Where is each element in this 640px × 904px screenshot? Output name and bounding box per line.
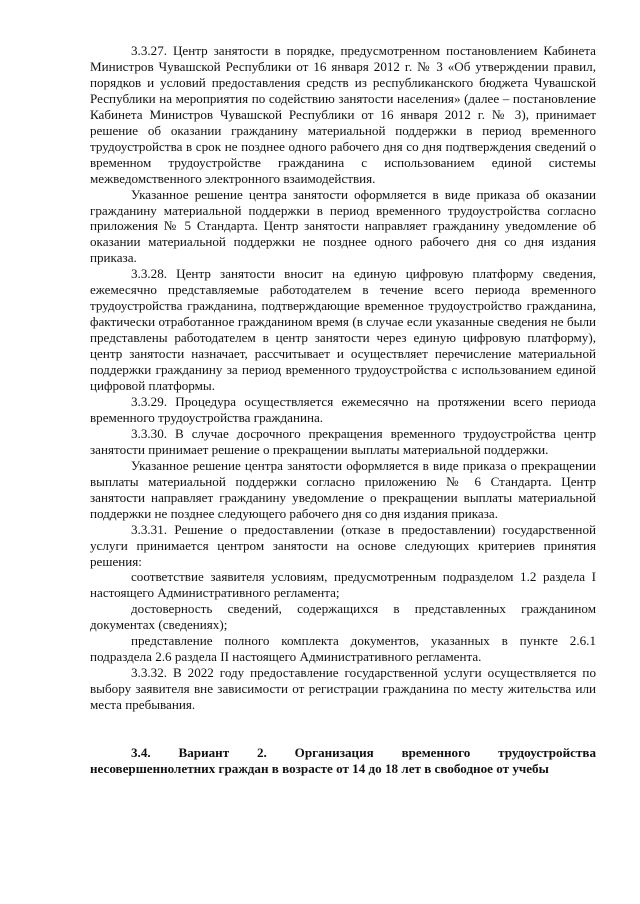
paragraph-3-3-31: 3.3.31. Решение о предоставлении (отказе в предоставлении) государственной услуги принимается центром занятости на основе следующих критериев принятия решения: xyxy=(90,521,596,569)
paragraph-3-3-32: 3.3.32. В 2022 году предоставление государственной услуги осуществляется по выбору заявителя вне зависимости от регистрации гражданина по месту жительства или места пребывания. xyxy=(90,665,596,713)
paragraph-termination-order: Указанное решение центра занятости оформляется в виде приказа о прекращении выплаты материальной поддержки согласно приложению № 6 Стандарта. Центр занятости направляет гражданину уведомление о прекращении выплаты материальной поддержки не позднее следующего рабочего дня со дня издания приказа. xyxy=(90,457,596,521)
paragraph-order-decision: Указанное решение центра занятости оформляется в виде приказа об оказании гражданину материальной поддержки в период временного трудоустройства согласно приложения № 5 Стандарта. Центр занятости направляет гражданину уведомление об оказании материальной поддержки не позднее одного рабочего дня со дня издания приказа. xyxy=(90,186,596,266)
paragraph-3-3-30: 3.3.30. В случае досрочного прекращения временного трудоустройства центр занятости принимает решение о прекращении выплаты материальной поддержки. xyxy=(90,425,596,457)
section-heading-3-4: 3.4. Вариант 2. Организация временного трудоустройства несовершеннолетних граждан в возрасте от 14 до 18 лет в свободное от учебы xyxy=(90,745,596,776)
section-spacer xyxy=(90,713,596,745)
criterion-conditions: соответствие заявителя условиям, предусмотренным подразделом 1.2 раздела I настоящего Административного регламента; xyxy=(90,569,596,601)
paragraph-3-3-29: 3.3.29. Процедура осуществляется ежемесячно на протяжении всего периода временного трудоустройства гражданина. xyxy=(90,393,596,425)
paragraph-3-3-27: 3.3.27. Центр занятости в порядке, предусмотренном постановлением Кабинета Министров Чувашской Республики от 16 января 2012 г. № 3 «Об утверждении правил, порядков и условий предоставления средств из республиканского бюджета Чувашской Республики на мероприятия по содействию занятости населения» (далее – постановление Кабинета Министров Чувашской Республики от 16 января 2012 г. № 3), принимает решение об оказании гражданину материальной поддержки в период временного трудоустройства в срок не позднее одного рабочего дня со дня подтверждения сведений о временном трудоустройстве гражданина с использованием единой системы межведомственного электронного взаимодействия. xyxy=(90,43,596,186)
paragraph-3-3-28: 3.3.28. Центр занятости вносит на единую цифровую платформу сведения, ежемесячно представляемые работодателем в течение всего периода временного трудоустройства гражданина, подтверждающие временное трудоустройство гражданина, фактически отработанное гражданином время (в случае если указанные сведения не были представлены работодателем в центр занятости через единую цифровую платформу), центр занятости назначает, рассчитывает и осуществляет перечисление материальной поддержки гражданину за период временного трудоустройства с использованием единой цифровой платформы. xyxy=(90,266,596,394)
criterion-documents: представление полного комплекта документов, указанных в пункте 2.6.1 подраздела 2.6 раздела II настоящего Административного регламента. xyxy=(90,633,596,665)
criterion-reliability: достоверность сведений, содержащихся в представленных гражданином документах (сведениях); xyxy=(90,601,596,633)
